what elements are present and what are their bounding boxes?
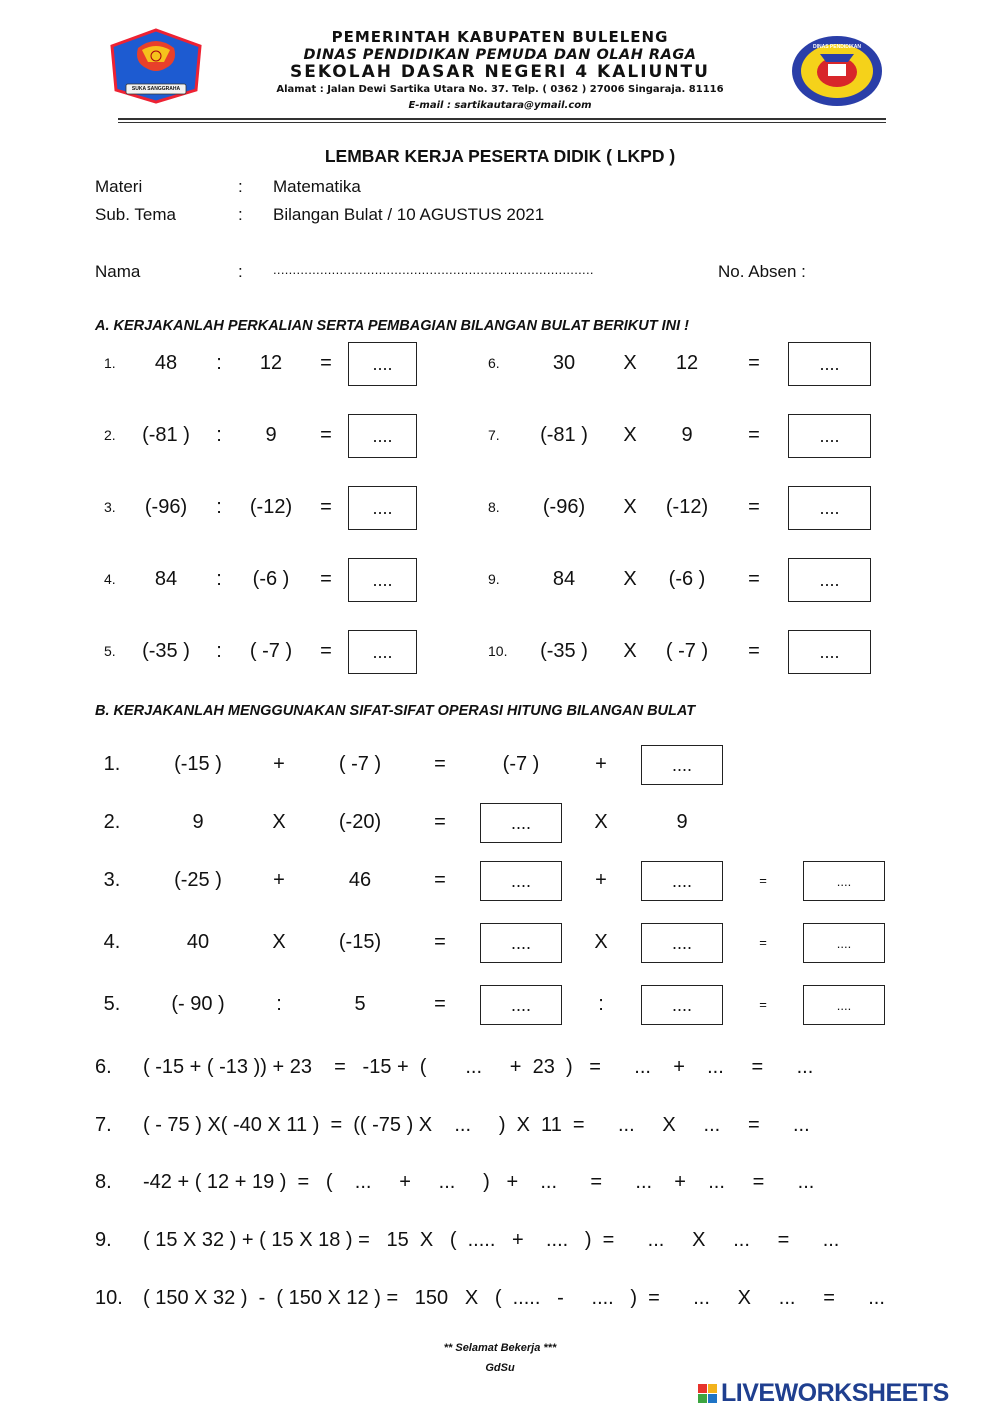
problem-number: 5. [104, 643, 116, 659]
liveworksheets-wordmark: LIVEWORKSHEETS [721, 1378, 949, 1407]
info-colon-nama: : [238, 262, 243, 281]
equals-sign: = [320, 352, 332, 374]
problem-number: 10. [488, 643, 508, 659]
operand-a: 84 [154, 568, 178, 590]
letterhead-address: Alamat : Jalan Dewi Sartika Utara No. 37. Telp. ( 0362 ) 27006 Singaraja. 81116 [276, 84, 724, 95]
letterhead-line1: PEMERINTAH KABUPATEN BULELENG [331, 28, 669, 46]
answer-box[interactable]: .... [348, 414, 417, 458]
equals-sign: = [759, 997, 767, 1012]
problem-number: 7. [488, 427, 500, 443]
operator: X [594, 811, 608, 833]
operand-b: ( -7 ) [249, 640, 293, 662]
info-value-materi: Matematika [273, 177, 361, 196]
property-equation[interactable]: ( 15 X 32 ) + ( 15 X 18 ) = 15 X ( ..... + .... ) = ... X ... = ... [143, 1229, 840, 1251]
problem-number: 8. [488, 499, 500, 515]
operand-a: 30 [552, 352, 576, 374]
operator: X [623, 496, 637, 518]
answer-box[interactable]: .... [803, 861, 885, 901]
operator: + [595, 869, 607, 891]
operand-b: 5 [354, 993, 366, 1015]
answer-box[interactable]: .... [641, 923, 723, 963]
equals-sign: = [434, 753, 446, 775]
operand-b: ( -7 ) [338, 753, 382, 775]
answer-box[interactable]: .... [803, 985, 885, 1025]
operator: X [623, 568, 637, 590]
operand-a: 40 [186, 931, 210, 953]
operator: + [595, 753, 607, 775]
row-number: 8. [95, 1171, 112, 1193]
operand-b: 9 [265, 424, 277, 446]
section-b-heading: B. KERJAKANLAH MENGGUNAKAN SIFAT-SIFAT OPERASI HITUNG BILANGAN BULAT [95, 703, 696, 719]
answer-box[interactable]: .... [641, 985, 723, 1025]
row-number: 3. [103, 869, 121, 891]
operator: : [598, 993, 604, 1015]
answer-box[interactable]: .... [348, 486, 417, 530]
operator: : [216, 424, 222, 446]
info-colon-materi: : [238, 177, 243, 196]
problem-number: 1. [104, 355, 116, 371]
footer-greeting: ** Selamat Bekerja *** [443, 1342, 557, 1354]
footer-signature: GdSu [485, 1362, 515, 1374]
equals-sign: = [434, 931, 446, 953]
property-equation[interactable]: -42 + ( 12 + 19 ) = ( ... + ... ) + ... = ... + ... = ... [143, 1171, 815, 1193]
problem-number: 9. [488, 571, 500, 587]
operand-b: (-12) [249, 496, 293, 518]
equals-sign: = [320, 568, 332, 590]
operator: X [272, 811, 286, 833]
answer-box[interactable]: .... [803, 923, 885, 963]
row-number: 4. [103, 931, 121, 953]
operand-a: (-35 ) [540, 640, 588, 662]
absence-number-label[interactable]: No. Absen : [718, 262, 806, 281]
row-number: 6. [95, 1056, 112, 1078]
answer-box[interactable]: .... [348, 558, 417, 602]
equals-sign: = [748, 496, 760, 518]
letterhead-line2: DINAS PENDIDIKAN PEMUDA DAN OLAH RAGA [303, 47, 697, 63]
operator: + [273, 753, 285, 775]
liveworksheets-watermark [698, 1379, 949, 1407]
operator: X [594, 931, 608, 953]
answer-box[interactable]: .... [788, 342, 871, 386]
left-logo-caption: SUKA SANGGRAHA [131, 86, 181, 92]
operand-b: (-20) [338, 811, 382, 833]
answer-box[interactable]: .... [480, 861, 562, 901]
row-number: 5. [103, 993, 121, 1015]
operand-a: (- 90 ) [171, 993, 225, 1015]
row-number: 2. [103, 811, 121, 833]
problem-number: 6. [488, 355, 500, 371]
operator: : [216, 496, 222, 518]
equals-sign: = [759, 873, 767, 888]
operand-a: (-81 ) [540, 424, 588, 446]
answer-box[interactable]: .... [480, 923, 562, 963]
section-a-heading: A. KERJAKANLAH PERKALIAN SERTA PEMBAGIAN BILANGAN BULAT BERIKUT INI ! [95, 318, 689, 334]
answer-box[interactable]: .... [480, 803, 562, 843]
operator: : [216, 568, 222, 590]
property-equation[interactable]: ( -15 + ( -13 )) + 23 = -15 + ( ... + 23 ) = ... + ... = ... [143, 1056, 814, 1078]
operand-b: (-15) [338, 931, 382, 953]
info-label-materi: Materi [95, 177, 143, 196]
operator: X [623, 424, 637, 446]
equals-sign: = [748, 640, 760, 662]
operand-a: (-96) [542, 496, 586, 518]
liveworksheets-icon [698, 1384, 717, 1403]
answer-box[interactable]: .... [348, 630, 417, 674]
answer-box[interactable]: .... [480, 985, 562, 1025]
equals-sign: = [748, 352, 760, 374]
problem-number: 2. [104, 427, 116, 443]
equals-sign: = [320, 424, 332, 446]
operator: + [273, 869, 285, 891]
operand-a: 84 [552, 568, 576, 590]
operator: X [272, 931, 286, 953]
name-field[interactable]: .................................................................................. [273, 262, 594, 277]
operand-a: (-25 ) [174, 869, 222, 891]
answer-box[interactable]: .... [788, 558, 871, 602]
row-number: 10. [95, 1287, 123, 1309]
answer-box[interactable]: .... [788, 630, 871, 674]
operator: : [216, 352, 222, 374]
info-label-subtema: Sub. Tema [95, 205, 176, 224]
equals-sign: = [434, 869, 446, 891]
operand-a: 9 [192, 811, 204, 833]
operand-a: (-81 ) [142, 424, 190, 446]
equals-sign: = [434, 993, 446, 1015]
operand-b: 12 [259, 352, 283, 374]
row-number: 1. [103, 753, 121, 775]
answer-box[interactable]: .... [348, 342, 417, 386]
info-label-nama: Nama [95, 262, 141, 281]
answer-box[interactable]: .... [788, 414, 871, 458]
operator: X [623, 640, 637, 662]
row-number: 9. [95, 1229, 112, 1251]
answer-box[interactable]: .... [641, 745, 723, 785]
info-value-subtema: Bilangan Bulat / 10 AGUSTUS 2021 [273, 205, 545, 224]
answer-box[interactable]: .... [788, 486, 871, 530]
property-equation[interactable]: ( 150 X 32 ) - ( 150 X 12 ) = 150 X ( ..... - .... ) = ... X ... = ... [143, 1287, 885, 1309]
answer-box[interactable]: .... [641, 861, 723, 901]
operand-b: 46 [348, 869, 372, 891]
letterhead-divider [118, 118, 886, 123]
operand-b: 9 [681, 424, 693, 446]
operand-a: (-15 ) [174, 753, 222, 775]
operand-a: 48 [154, 352, 178, 374]
operand-b: 12 [675, 352, 699, 374]
operator: : [216, 640, 222, 662]
equals-sign: = [748, 424, 760, 446]
operand-d: 9 [676, 811, 688, 833]
letterhead-email: E-mail : sartikautara@ymail.com [408, 100, 592, 111]
worksheet-title: LEMBAR KERJA PESERTA DIDIK ( LKPD ) [324, 146, 676, 166]
equals-sign: = [759, 935, 767, 950]
letterhead-school-name: SEKOLAH DASAR NEGERI 4 KALIUNTU [290, 62, 710, 82]
equals-sign: = [748, 568, 760, 590]
operand-b: (-6 ) [252, 568, 290, 590]
equals-sign: = [320, 496, 332, 518]
operand-a: (-35 ) [142, 640, 190, 662]
operand-b: (-6 ) [668, 568, 706, 590]
operand-c: (-7 ) [502, 753, 540, 775]
operand-b: (-12) [665, 496, 709, 518]
operand-b: ( -7 ) [665, 640, 709, 662]
problem-number: 4. [104, 571, 116, 587]
equals-sign: = [320, 640, 332, 662]
property-equation[interactable]: ( - 75 ) X( -40 X 11 ) = (( -75 ) X ... ) X 11 = ... X ... = ... [143, 1114, 810, 1136]
row-number: 7. [95, 1114, 112, 1136]
info-colon-subtema: : [238, 205, 243, 224]
problem-number: 3. [104, 499, 116, 515]
operator: : [276, 993, 282, 1015]
right-logo-caption: DINAS PENDIDIKAN [812, 44, 862, 50]
equals-sign: = [434, 811, 446, 833]
operator: X [623, 352, 637, 374]
operand-a: (-96) [144, 496, 188, 518]
